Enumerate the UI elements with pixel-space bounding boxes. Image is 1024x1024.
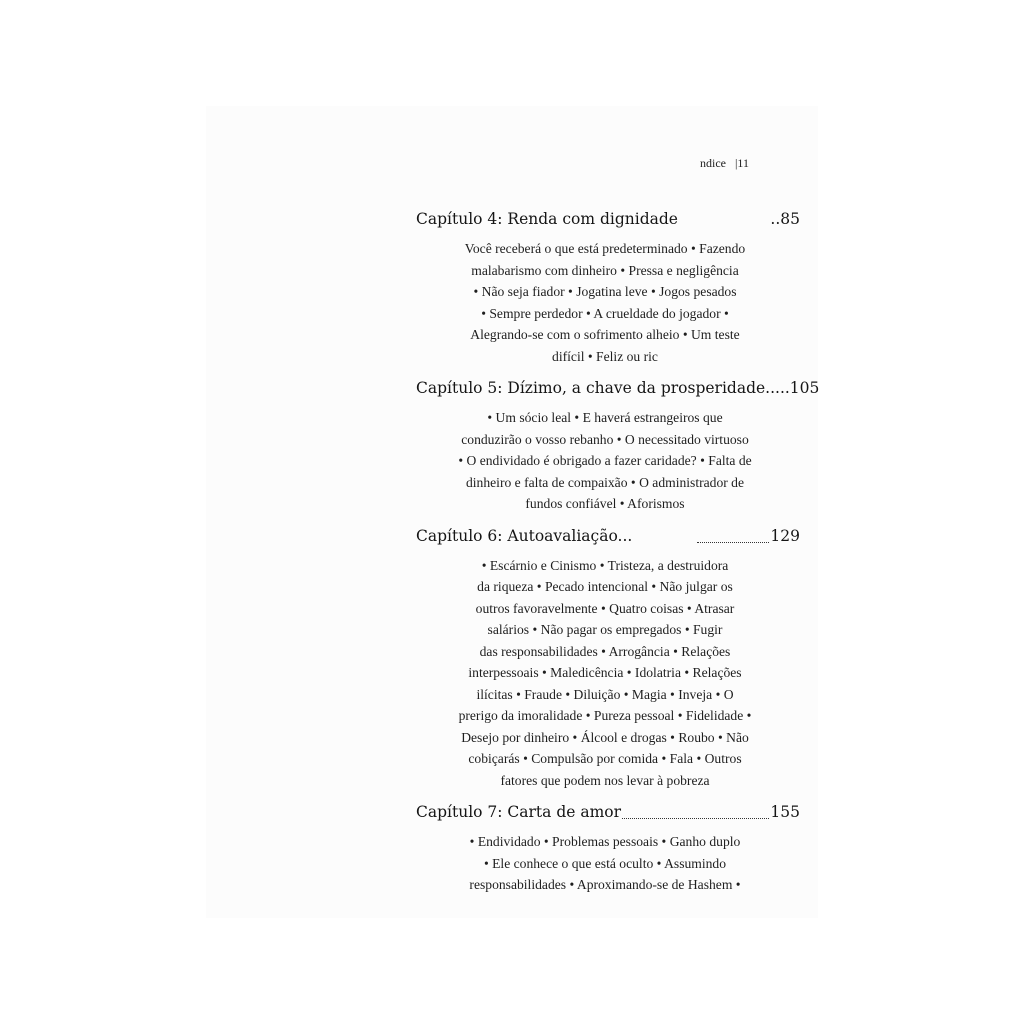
- summary-line: ilícitas • Fraude • Diluição • Magia • Inveja • O: [476, 686, 734, 702]
- chapter-heading: [416, 206, 800, 232]
- chapter-title: Capítulo 5: Dízimo, a chave da prosperidade: [416, 379, 766, 397]
- running-header: [700, 156, 810, 171]
- summary-line: das responsabilidades • Arrogância • Relações: [479, 643, 731, 659]
- summary-line: • Ele conhece o que está oculto • Assumindo: [483, 855, 727, 871]
- chapter-title: Capítulo 7: Carta de amor: [416, 803, 622, 821]
- summary-line: prerigo da imoralidade • Pureza pessoal • Fidelidade •: [458, 708, 752, 723]
- summary-line: Você receberá o que está predeterminado • Fazendo: [464, 241, 746, 256]
- summary-line: malabarismo com dinheiro • Pressa e negligência: [471, 262, 739, 278]
- chapter-summary: [416, 555, 800, 792]
- chapter-heading: [416, 375, 820, 401]
- summary-line: • Endividado • Problemas pessoais • Ganho duplo: [469, 834, 741, 849]
- toc-entry-chapter-5: [416, 375, 820, 515]
- summary-line: • Escárnio e Cinismo • Tristeza, a destruidora: [481, 557, 729, 573]
- summary-line: • Não seja fiador • Jogatina leve • Jogos pesados: [473, 284, 737, 299]
- summary-line: dinheiro e falta de compaixão • O administrador de: [465, 474, 745, 490]
- summary-line: • Sempre perdedor • A crueldade do jogador •: [481, 305, 729, 321]
- summary-line: salários • Não pagar os empregados • Fugir: [487, 622, 723, 637]
- summary-line: interpessoais • Maledicência • Idolatria • Relações: [468, 665, 742, 680]
- toc-entry-chapter-4: [416, 206, 800, 367]
- running-title: ndice: [700, 156, 726, 170]
- summary-line: Alegrando-se com o sofrimento alheio • Um teste: [470, 327, 740, 342]
- summary-line: • O endividado é obrigado a fazer caridade? • Falta de: [458, 453, 752, 468]
- summary-line: cobiçarás • Compulsão por comida • Fala • Outros: [468, 751, 742, 766]
- table-of-contents: [416, 206, 820, 904]
- summary-line: responsabilidades • Aproximando-se de Hashem •: [469, 877, 741, 892]
- chapter-page-number: 155: [770, 803, 800, 821]
- summary-line: Desejo por dinheiro • Álcool e drogas • Roubo • Não: [461, 729, 749, 745]
- chapter-summary: [416, 831, 800, 896]
- chapter-summary: [416, 238, 800, 367]
- chapter-page-number: .....105: [765, 379, 820, 397]
- summary-line: difícil • Feliz ou ric: [552, 348, 658, 364]
- toc-entry-chapter-6: [416, 523, 800, 792]
- summary-line: fatores que podem nos levar à pobreza: [500, 772, 710, 788]
- page-number: 11: [737, 156, 749, 170]
- header-separator: |: [735, 156, 738, 170]
- chapter-heading: [416, 799, 800, 825]
- chapter-summary: [416, 407, 800, 515]
- summary-line: • Um sócio leal • E haverá estrangeiros que: [487, 410, 723, 425]
- dot-leader: [679, 212, 769, 226]
- summary-line: fundos confiável • Aforismos: [525, 496, 685, 511]
- chapter-title: Capítulo 6: Autoavaliação...: [416, 526, 633, 545]
- summary-line: outros favoravelmente • Quatro coisas • Atrasar: [475, 600, 735, 616]
- toc-entry-chapter-7: [416, 799, 800, 896]
- chapter-page-number: ..85: [770, 210, 800, 228]
- chapter-heading: [416, 523, 800, 549]
- dot-leader: [622, 804, 769, 819]
- chapter-page-number: 129: [770, 526, 800, 545]
- dot-leader: [633, 529, 769, 543]
- summary-line: da riqueza • Pecado intencional • Não julgar os: [477, 579, 733, 594]
- summary-line: conduzirão o vosso rebanho • O necessitado virtuoso: [461, 431, 749, 447]
- chapter-title: Capítulo 4: Renda com dignidade: [416, 210, 678, 228]
